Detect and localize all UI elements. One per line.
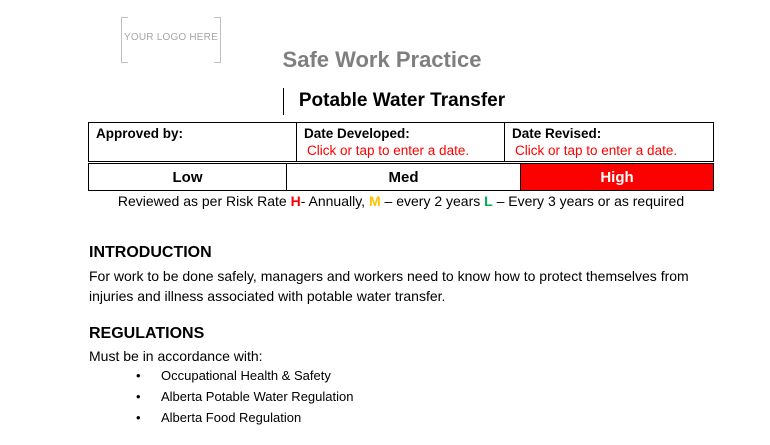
info-table [88,122,714,162]
risk-high-cell[interactable]: High [521,164,714,191]
review-prefix: Reviewed as per Risk Rate [117,193,291,209]
logo-text: YOUR LOGO HERE [124,32,218,43]
risk-rating-table [88,163,714,191]
review-h-letter: H [290,193,301,209]
review-m-text: – every 2 years [380,193,485,209]
approved-by-label: Approved by: [96,126,184,141]
date-developed-picker[interactable]: Click or tap to enter a date. [307,143,470,158]
bullet-icon: • [136,389,141,404]
regulations-heading: REGULATIONS [89,325,205,342]
bullet-icon: • [136,368,141,383]
document-title: Safe Work Practice [282,47,482,72]
risk-low-cell[interactable]: Low [89,164,287,191]
document-subtitle[interactable]: Potable Water Transfer [298,90,506,111]
date-revised-picker[interactable]: Click or tap to enter a date. [515,143,678,158]
regulation-item-label: Alberta Potable Water Regulation [161,389,354,404]
list-item [136,366,353,387]
review-frequency-note [0,193,770,209]
date-developed-cell [297,123,505,162]
regulations-intro: Must be in accordance with: [89,348,263,364]
list-item [136,387,353,408]
bullet-icon: • [136,410,141,425]
introduction-body: For work to be done safely, managers and workers need to know how to protect themselves from injuries and illness associated with potable water transfer. [89,268,689,304]
introduction-heading: INTRODUCTION [89,244,212,261]
review-l-letter: L [484,193,493,209]
review-m-letter: M [368,193,381,209]
date-revised-label: Date Revised: [512,126,602,141]
list-item [136,408,353,429]
review-l-text: – Every 3 years or as required [492,193,685,209]
regulation-item-label: Alberta Food Regulation [161,410,302,425]
risk-med-cell[interactable]: Med [287,164,521,191]
date-revised-cell [505,123,714,162]
review-h-text: - Annually, [300,193,369,209]
regulation-item-label: Occupational Health & Safety [161,368,331,383]
regulations-list [136,366,353,429]
approved-by-cell[interactable] [89,123,297,162]
date-developed-label: Date Developed: [304,126,410,141]
